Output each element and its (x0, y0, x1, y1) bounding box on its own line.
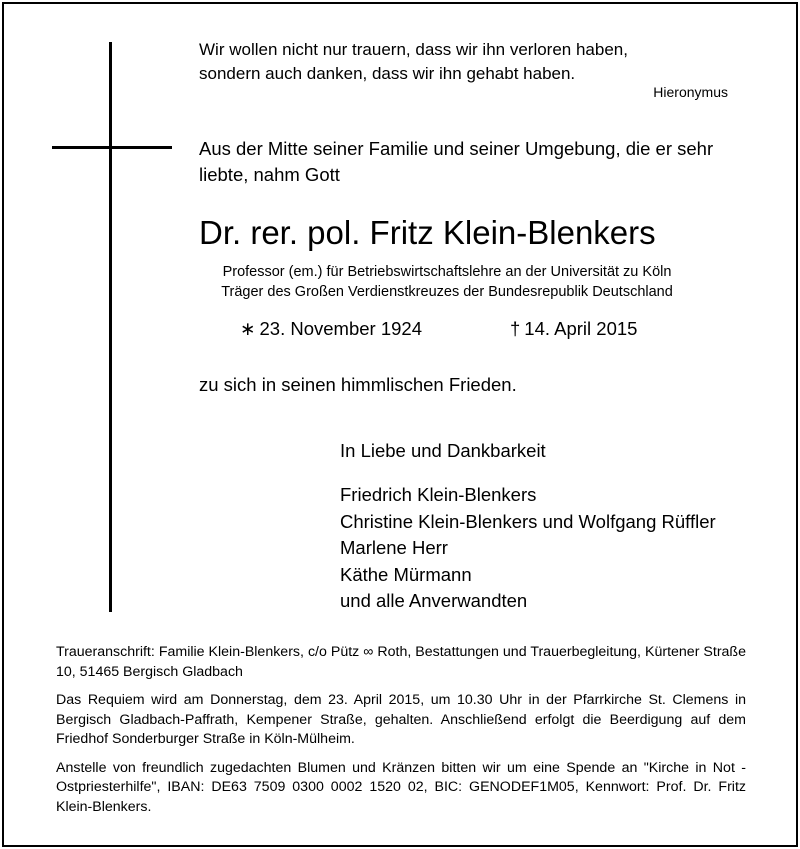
deceased-title-line: Professor (em.) für Betriebswirtschaftslehre an der Universität zu Köln (222, 264, 672, 280)
deceased-titles (199, 262, 695, 302)
dedication: In Liebe und Dankbarkeit (340, 440, 546, 461)
mourner-item: Christine Klein-Blenkers und Wolfgang Rüffler (340, 510, 716, 532)
deceased-title-line: Träger des Großen Verdienstkreuzes der Bundesrepublik Deutschland (221, 284, 673, 300)
mourning-address: Traueranschrift: Familie Klein-Blenkers, c/o Pütz ∞ Roth, Bestattungen und Trauerbegleitung, Kürtener Straße 10, 51465 Bergisch Gladbach (56, 644, 746, 680)
mourner-item: Friedrich Klein-Blenkers (340, 484, 537, 505)
birth-star-icon: ∗ (240, 318, 256, 339)
quote-line: sondern auch danken, dass wir ihn gehabt haben. (199, 64, 576, 83)
death-dagger-icon: † (510, 318, 521, 339)
quote-line: Wir wollen nicht nur trauern, dass wir ihn verloren haben, (199, 40, 628, 59)
mourner-item: und alle Anverwandten (340, 590, 528, 611)
cross-horizontal-bar (52, 146, 172, 149)
donation-info: Anstelle von freundlich zugedachten Blumen und Kränzen bitten wir um eine Spende an "Kirche in Not - Ostpriesterhilfe", IBAN: DE63 7509 0300 0002 1520 02, BIC: GENODEF1M05, Kennwort: Prof. Dr. Fritz Klein-Blenkers. (56, 759, 746, 815)
notice-footer (56, 643, 746, 826)
closing-text: zu sich in seinen himmlischen Frieden. (199, 374, 517, 395)
quote-author: Hieronymus (653, 84, 728, 100)
mourner-item: Käthe Mürmann (340, 563, 472, 585)
quote (199, 38, 628, 86)
birth-date-group (240, 316, 422, 342)
birth-date: 23. November 1924 (259, 318, 423, 339)
mourner-item: Marlene Herr (340, 537, 448, 558)
mourners-list (340, 482, 716, 615)
deceased-name: Dr. rer. pol. Fritz Klein-Blenkers (199, 214, 656, 251)
cross-vertical-bar (109, 42, 112, 612)
requiem-info: Das Requiem wird am Donnerstag, dem 23. April 2015, um 10.30 Uhr in der Pfarrkirche St. Clemens in Bergisch Gladbach-Paffrath, Kempener Straße, gehalten. Anschließend erfolgt die Beerdigung auf dem Friedhof Sonderburger Straße in Köln-Mülheim. (56, 692, 746, 747)
death-date-group (510, 316, 637, 342)
intro-text: Aus der Mitte seiner Familie und seiner Umgebung, die er sehr liebte, nahm Gott (199, 138, 714, 185)
death-date: 14. April 2015 (524, 318, 638, 339)
